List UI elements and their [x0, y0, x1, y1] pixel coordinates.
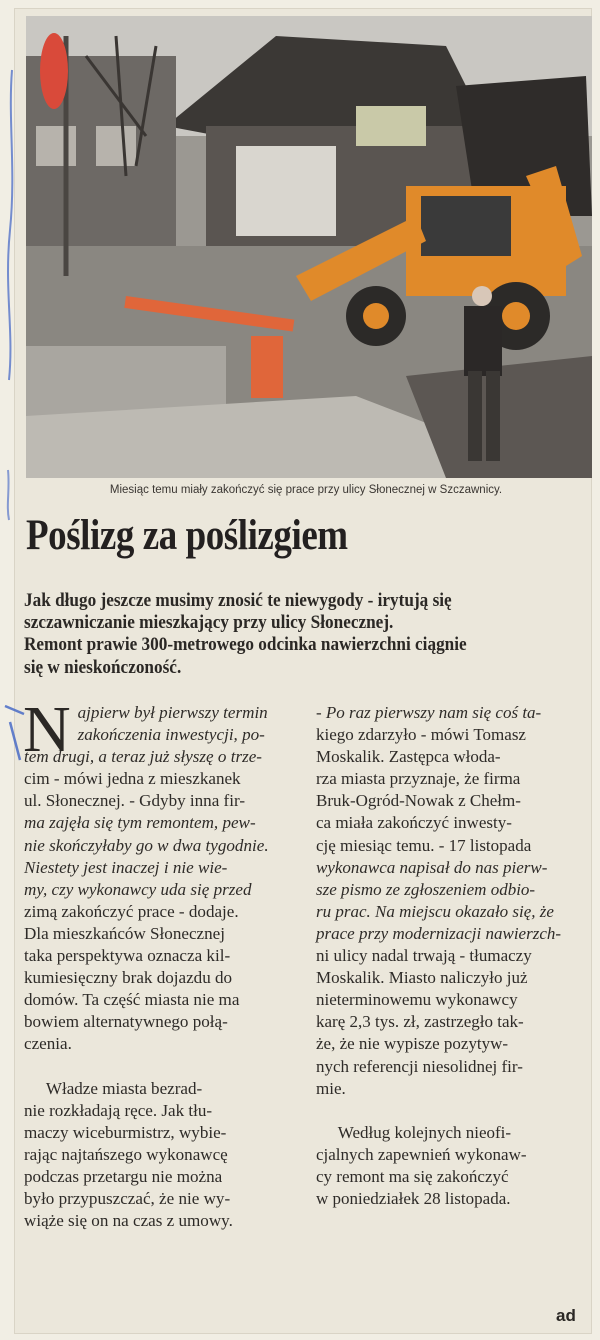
- article-line: ca miała zakończyć inwesty-: [316, 813, 512, 833]
- lead-line: się w nieskończoność.: [24, 657, 182, 678]
- article-line: bowiem alternatywnego połą-: [24, 1012, 228, 1032]
- article-line: tem drugi, a teraz już słyszę o trze-: [24, 747, 262, 767]
- article-line: taka perspektywa oznacza kil-: [24, 946, 231, 966]
- article-column-right: [316, 702, 591, 1210]
- article-line: zimą zakończyć prace - dodaje.: [24, 901, 239, 921]
- article-line: cim - mówi jedna z mieszkanek: [24, 769, 241, 789]
- article-line: rza miasta przyznaje, że firma: [316, 769, 521, 789]
- article-line: kiego zdarzyło - mówi Tomasz: [316, 725, 526, 745]
- lead-paragraph: [24, 590, 594, 679]
- article-line: zakończenia inwestycji, po-: [77, 725, 265, 745]
- article-line: Według kolejnych nieofi-: [337, 1122, 512, 1142]
- headline: Poślizg za poślizgiem: [26, 512, 348, 559]
- article-line: mie.: [316, 1078, 346, 1098]
- lead-line: szczawniczanie mieszkający przy ulicy Słonecznej.: [24, 613, 394, 634]
- article-line: Bruk-Ogród-Nowak z Chełm-: [316, 791, 521, 811]
- article-line: nieterminowemu wykonawcy: [316, 990, 518, 1010]
- article-line: ajpierw był pierwszy termin: [77, 703, 268, 722]
- drop-cap: N: [23, 693, 71, 766]
- article-line: cy remont ma się zakończyć: [316, 1166, 509, 1186]
- article-line: [316, 1100, 591, 1122]
- article-line: nie rozkładają ręce. Jak tłu-: [24, 1100, 213, 1120]
- article-line: ma zajęła się tym remontem, pew-: [24, 813, 256, 833]
- article-line: ru prac. Na miejscu okazało się, że: [316, 901, 554, 921]
- lead-line: Remont prawie 300-metrowego odcinka nawierzchni ciągnie: [24, 635, 467, 656]
- article-line: Niestety jest inaczej i nie wie-: [24, 857, 228, 877]
- article-line: Władze miasta bezrad-: [45, 1078, 203, 1098]
- article-line: było przypuszczać, że nie wy-: [24, 1189, 231, 1209]
- article-line: ni ulicy nadal trwają - tłumaczy: [316, 946, 532, 966]
- article-line: karę 2,3 tys. zł, zastrzegło tak-: [316, 1012, 524, 1032]
- article-line: [24, 1056, 294, 1078]
- article-line: - Po raz pierwszy nam się coś ta-: [316, 703, 542, 722]
- article-line: maczy wiceburmistrz, wybie-: [24, 1122, 227, 1142]
- article-line: wiąże się on na czas z umowy.: [24, 1211, 233, 1231]
- article-line: nie skończyłaby go w dwa tygodnie.: [24, 835, 269, 855]
- article-line: Dla mieszkańców Słonecznej: [24, 923, 225, 943]
- article-line: Moskalik. Zastępca włoda-: [316, 747, 501, 767]
- article-line: nych referencji niesolidnej fir-: [316, 1056, 523, 1076]
- article-line: Moskalik. Miasto naliczyło już: [316, 968, 528, 988]
- article-line: wykonawca napisał do nas pierw-: [316, 857, 548, 877]
- article-line: cję miesiąc temu. - 17 listopada: [316, 835, 532, 855]
- article-line: kumiesięczny brak dojazdu do: [24, 968, 233, 988]
- article-column-left: [23, 693, 294, 1232]
- article-line: rając najtańszego wykonawcę: [24, 1144, 228, 1164]
- article-line: prace przy modernizacji nawierzch-: [316, 923, 562, 943]
- article-line: cjalnych zapewnień wykonaw-: [316, 1144, 527, 1164]
- photo-caption: Miesiąc temu miały zakończyć się prace przy ulicy Słonecznej w Szczawnicy.: [109, 484, 503, 496]
- article-line: że, że nie wypisze pozytyw-: [316, 1034, 509, 1054]
- construction-photo: [26, 16, 592, 478]
- article-line: ul. Słonecznej. - Gdyby inna fir-: [24, 791, 246, 811]
- article-line: my, czy wykonawcy uda się przed: [24, 879, 252, 899]
- article-line: w poniedziałek 28 listopada.: [316, 1189, 511, 1209]
- article-line: czenia.: [24, 1034, 72, 1054]
- article-line: sze pismo ze zgłoszeniem odbio-: [316, 879, 536, 899]
- lead-line: Jak długo jeszcze musimy znosić te niewygody - irytują się: [24, 591, 452, 611]
- article-line: podczas przetargu nie można: [24, 1166, 223, 1186]
- article-line: domów. Ta część miasta nie ma: [24, 990, 240, 1010]
- author-initials: ad: [556, 1306, 576, 1325]
